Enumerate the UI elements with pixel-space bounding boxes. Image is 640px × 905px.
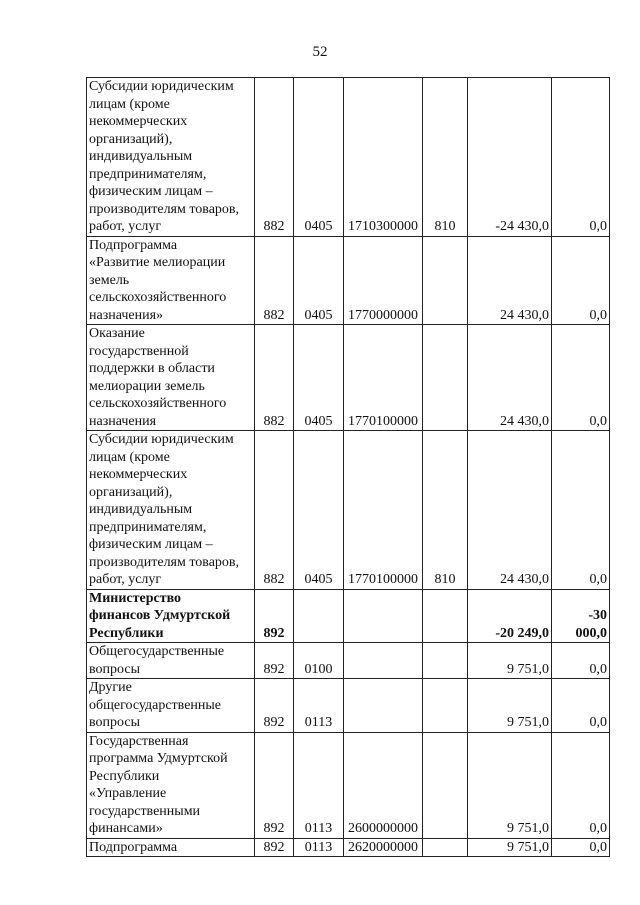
row-admin-code: 882 bbox=[255, 325, 294, 431]
row-amount-2: 0,0 bbox=[552, 643, 610, 679]
row-target-code: 1770100000 bbox=[344, 325, 423, 431]
table-row bbox=[87, 838, 610, 857]
table-row bbox=[87, 431, 610, 590]
row-name: Подпрограмма bbox=[87, 838, 255, 857]
row-amount-1: 9 751,0 bbox=[468, 838, 552, 857]
row-amount-2: 0,0 bbox=[552, 838, 610, 857]
budget-table-body bbox=[87, 78, 610, 857]
row-admin-code: 892 bbox=[255, 679, 294, 733]
row-expense-type bbox=[423, 236, 468, 325]
row-section-code bbox=[294, 589, 344, 643]
row-admin-code: 882 bbox=[255, 78, 294, 237]
row-section-code: 0113 bbox=[294, 838, 344, 857]
row-amount-2: 0,0 bbox=[552, 431, 610, 590]
table-row bbox=[87, 732, 610, 838]
row-target-code: 1770100000 bbox=[344, 431, 423, 590]
row-amount-1: 24 430,0 bbox=[468, 325, 552, 431]
row-amount-2: 0,0 bbox=[552, 679, 610, 733]
row-expense-type: 810 bbox=[423, 78, 468, 237]
row-name: Оказание государственной поддержки в области мелиорации земель сельскохозяйственного назначения bbox=[87, 325, 255, 431]
row-admin-code: 892 bbox=[255, 589, 294, 643]
table-row bbox=[87, 325, 610, 431]
row-admin-code: 882 bbox=[255, 431, 294, 590]
row-expense-type bbox=[423, 679, 468, 733]
table-row bbox=[87, 236, 610, 325]
row-amount-1: 9 751,0 bbox=[468, 643, 552, 679]
row-amount-1: 9 751,0 bbox=[468, 732, 552, 838]
row-section-code: 0405 bbox=[294, 78, 344, 237]
table-row bbox=[87, 589, 610, 643]
row-expense-type: 810 bbox=[423, 431, 468, 590]
row-section-code: 0113 bbox=[294, 679, 344, 733]
row-section-code: 0113 bbox=[294, 732, 344, 838]
row-admin-code: 882 bbox=[255, 236, 294, 325]
row-expense-type bbox=[423, 325, 468, 431]
row-expense-type bbox=[423, 838, 468, 857]
row-amount-2: -30 000,0 bbox=[552, 589, 610, 643]
row-name: Государственная программа Удмуртской Республики «Управление государственными финансами» bbox=[87, 732, 255, 838]
row-expense-type bbox=[423, 643, 468, 679]
row-name: Другие общегосударственные вопросы bbox=[87, 679, 255, 733]
table-row bbox=[87, 78, 610, 237]
row-section-code: 0405 bbox=[294, 236, 344, 325]
row-section-code: 0405 bbox=[294, 431, 344, 590]
row-target-code: 2620000000 bbox=[344, 838, 423, 857]
row-amount-2: 0,0 bbox=[552, 325, 610, 431]
row-target-code bbox=[344, 643, 423, 679]
row-name: Министерство финансов Удмуртской Республики bbox=[87, 589, 255, 643]
row-target-code bbox=[344, 589, 423, 643]
row-amount-1: 24 430,0 bbox=[468, 431, 552, 590]
row-section-code: 0100 bbox=[294, 643, 344, 679]
budget-table bbox=[86, 77, 610, 857]
row-amount-1: -20 249,0 bbox=[468, 589, 552, 643]
row-expense-type bbox=[423, 732, 468, 838]
row-target-code: 2600000000 bbox=[344, 732, 423, 838]
row-name: Подпрограмма «Развитие мелиорации земель сельскохозяйственного назначения» bbox=[87, 236, 255, 325]
row-admin-code: 892 bbox=[255, 732, 294, 838]
row-name: Общегосударственные вопросы bbox=[87, 643, 255, 679]
table-row bbox=[87, 643, 610, 679]
row-admin-code: 892 bbox=[255, 643, 294, 679]
row-target-code: 1770000000 bbox=[344, 236, 423, 325]
page-number: 52 bbox=[312, 44, 328, 60]
row-name: Субсидии юридическим лицам (кроме некоммерческих организаций), индивидуальным предпринимателям, физическим лицам – производителям товаров, работ, услуг bbox=[87, 78, 255, 237]
row-amount-2: 0,0 bbox=[552, 78, 610, 237]
row-amount-1: 9 751,0 bbox=[468, 679, 552, 733]
row-amount-1: 24 430,0 bbox=[468, 236, 552, 325]
row-amount-1: -24 430,0 bbox=[468, 78, 552, 237]
row-section-code: 0405 bbox=[294, 325, 344, 431]
row-amount-2: 0,0 bbox=[552, 732, 610, 838]
row-expense-type bbox=[423, 589, 468, 643]
row-amount-2: 0,0 bbox=[552, 236, 610, 325]
row-name: Субсидии юридическим лицам (кроме некоммерческих организаций), индивидуальным предпринимателям, физическим лицам – производителям товаров, работ, услуг bbox=[87, 431, 255, 590]
table-row bbox=[87, 679, 610, 733]
row-target-code: 1710300000 bbox=[344, 78, 423, 237]
row-target-code bbox=[344, 679, 423, 733]
row-admin-code: 892 bbox=[255, 838, 294, 857]
